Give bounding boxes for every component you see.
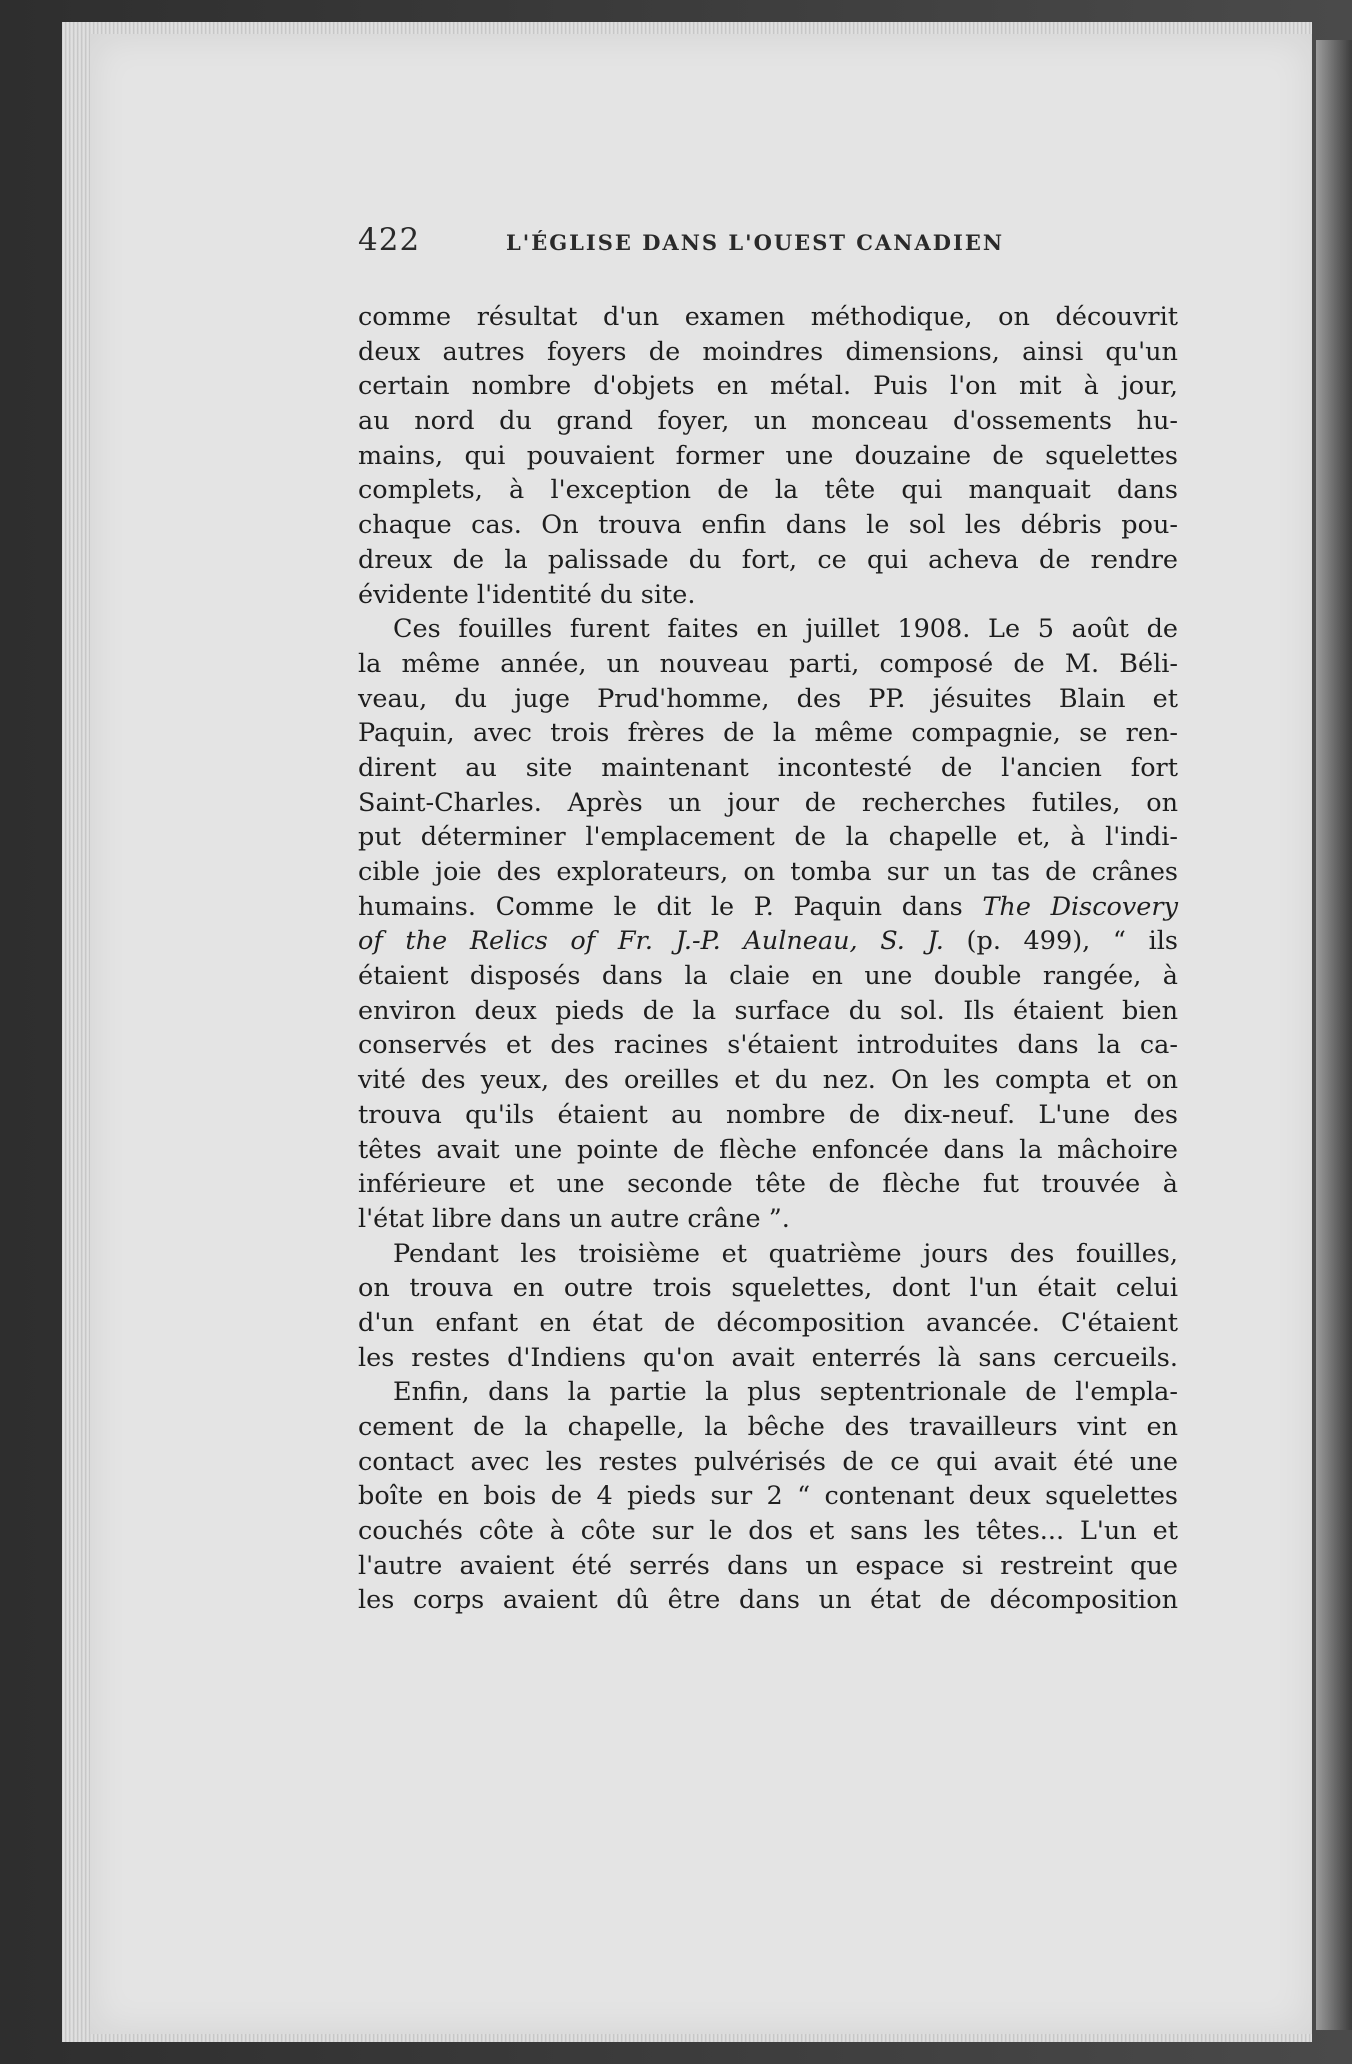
page-header [358, 222, 1178, 262]
body-text [358, 300, 1178, 1618]
book-title-italic: of the Relics of Fr. J.-P. Aulneau, S. J. [358, 926, 944, 957]
text-line: têtes avait une pointe de flèche enfoncée dans la mâchoire [358, 1134, 1178, 1165]
running-head: L'ÉGLISE DANS L'OUEST CANADIEN [506, 230, 1005, 255]
text-line: Paquin, avec trois frères de la même compagnie, se ren- [358, 718, 1178, 749]
text-line: mains, qui pouvaient former une douzaine de squelettes [358, 440, 1178, 471]
page-number: 422 [358, 222, 421, 258]
text-line [358, 890, 1178, 925]
text-line: vité des yeux, des oreilles et du nez. On les compta et on [358, 1065, 1178, 1096]
text-line: les restes d'Indiens qu'on avait enterrés là sans cercueils. [358, 1342, 1178, 1373]
text-line: chaque cas. On trouva enfin dans le sol les débris pou- [358, 510, 1178, 541]
text-line: dirent au site maintenant incontesté de l'ancien fort [358, 752, 1178, 783]
text-line: d'un enfant en état de décomposition avancée. C'étaient [358, 1307, 1178, 1338]
text-line: boîte en bois de 4 pieds sur 2 “ contenant deux squelettes [358, 1481, 1178, 1512]
text-line: complets, à l'exception de la tête qui manquait dans [358, 475, 1178, 506]
text-line: conservés et des racines s'étaient introduites dans la ca- [358, 1030, 1178, 1061]
text-fragment: (p. 499), “ ils [966, 926, 1178, 957]
text-line: trouva qu'ils étaient au nombre de dix-neuf. L'une des [358, 1099, 1178, 1130]
text-line: cible joie des explorateurs, on tomba sur un tas de crânes [358, 857, 1178, 887]
text-line: on trouva en outre trois squelettes, dont l'un était celui [358, 1273, 1178, 1304]
text-line: l'état libre dans un autre crâne ”. [358, 1203, 790, 1234]
text-line: contact avec les restes pulvérisés de ce qui avait été une [358, 1446, 1178, 1477]
text-line: dreux de la palissade du fort, ce qui acheva de rendre [358, 544, 1178, 575]
binding-shadow [1316, 40, 1352, 2030]
text-line: comme résultat d'un examen méthodique, on découvrit [358, 302, 1178, 332]
text-line: certain nombre d'objets en métal. Puis l'on mit à jour, [358, 371, 1178, 402]
text-line: étaient disposés dans la claie en une double rangée, à [358, 961, 1178, 992]
text-line: put déterminer l'emplacement de la chapelle et, à l'indi- [358, 822, 1178, 853]
text-line: l'autre avaient été serrés dans un espace si restreint que [358, 1550, 1178, 1581]
text-line: les corps avaient dû être dans un état de décomposition [358, 1585, 1178, 1616]
text-line: Enfin, dans la partie la plus septentrionale de l'empla- [393, 1377, 1178, 1408]
text-line: Pendant les troisième et quatrième jours des fouilles, [393, 1238, 1178, 1269]
text-line: veau, du juge Prud'homme, des PP. jésuites Blain et [358, 683, 1178, 714]
text-line: évidente l'identité du site. [358, 579, 696, 610]
text-line: Saint-Charles. Après un jour de recherches futiles, on [358, 787, 1178, 818]
text-line: la même année, un nouveau parti, composé de M. Béli- [358, 648, 1178, 679]
text-line: inférieure et une seconde tête de flèche fut trouvée à [358, 1169, 1178, 1200]
text-fragment: humains. Comme le dit le P. Paquin dans [358, 891, 963, 922]
text-line: cement de la chapelle, la bêche des travailleurs vint en [358, 1412, 1178, 1442]
text-line [358, 924, 1178, 959]
text-line: Ces fouilles furent faites en juillet 1908. Le 5 août de [393, 614, 1178, 645]
text-line: deux autres foyers de moindres dimensions, ainsi qu'un [358, 336, 1178, 367]
text-line: couchés côte à côte sur le dos et sans les têtes... L'un et [358, 1516, 1178, 1547]
text-line: au nord du grand foyer, un monceau d'ossements hu- [358, 406, 1178, 437]
book-title-italic: The Discovery [982, 891, 1178, 922]
text-line: environ deux pieds de la surface du sol. Ils étaient bien [358, 995, 1178, 1026]
